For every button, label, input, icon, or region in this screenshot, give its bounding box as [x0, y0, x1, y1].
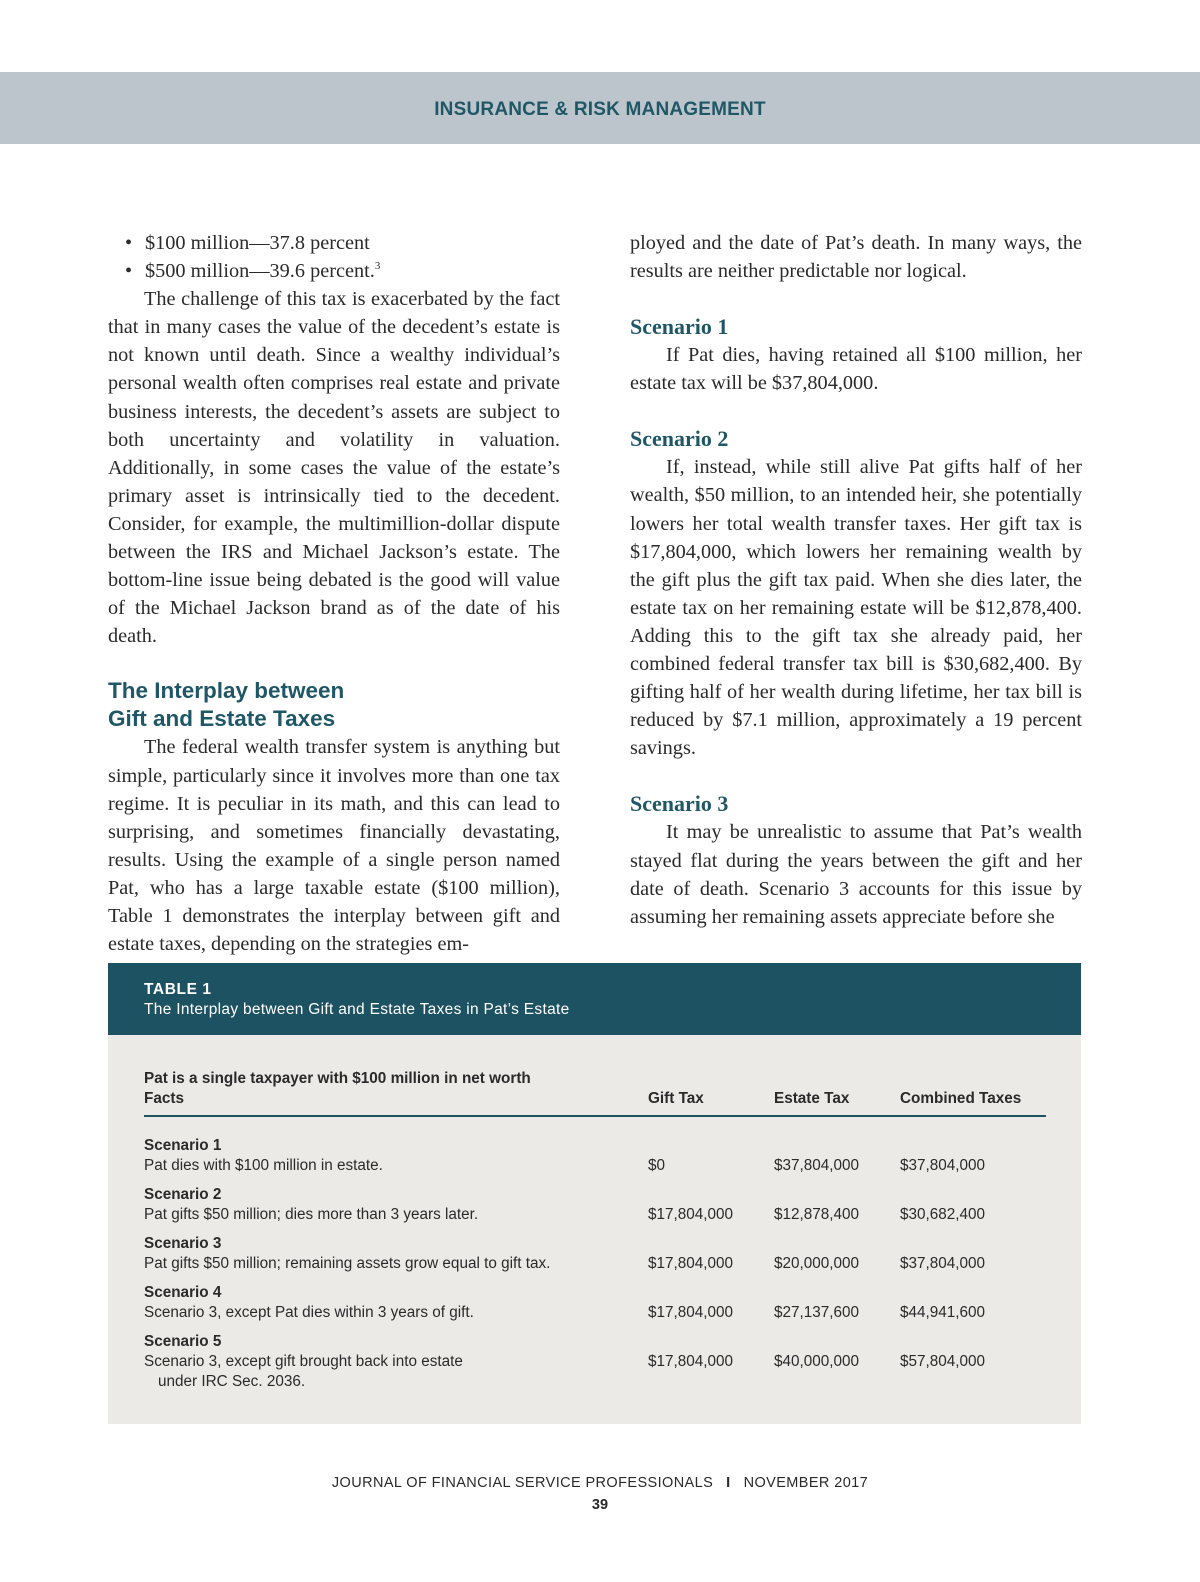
issue-date: NOVEMBER 2017 [743, 1475, 869, 1491]
body-paragraph: The federal wealth transfer system is anything but simple, particularly since it involves more than one tax regime. It is peculiar in its math, and this can lead to surprising, and sometimes financially devastating, results. Using the example of a single person named Pat, who has a large taxable estate ($100 million), Table 1 demonstrates the interplay between gift and estate taxes, depending on the strategies em- [108, 736, 560, 956]
scenario-1-text: If Pat dies, having retained all $100 million, her estate tax will be $37,804,000. [630, 344, 1082, 395]
estate-tax-cell: $37,804,000 [774, 1157, 860, 1174]
combined-taxes-cell: $37,804,000 [900, 1157, 986, 1174]
scenario-2-text: If, instead, while still alive Pat gifts half of her wealth, $50 million, to an intended heir, she potentially lowers her total wealth transfer taxes. Her gift tax is $17,804,000, which lowers her remaining wealth by the gift plus the gift tax paid. When she dies later, the estate tax on her remaining estate will be $12,878,400. Adding this to the gift tax she already paid, her combined federal transfer tax bill is $30,682,400. By gifting half of her wealth during lifetime, her tax bill is reduced by $7.1 million, approximately a 19 percent savings. [630, 456, 1082, 760]
estate-tax-cell: $40,000,000 [774, 1353, 860, 1370]
scenario-description-continued: under IRC Sec. 2036. [158, 1373, 306, 1390]
combined-taxes-cell: $30,682,400 [900, 1206, 986, 1223]
scenario-name: Scenario 2 [144, 1186, 222, 1203]
table-row [144, 1283, 1046, 1332]
column-header-estate-tax: Estate Tax [774, 1090, 850, 1107]
scenario-description: Pat gifts $50 million; remaining assets grow equal to gift tax. [144, 1255, 551, 1272]
column-header-facts: Facts [144, 1090, 184, 1107]
right-column [630, 229, 1082, 931]
table-label: TABLE 1 [144, 981, 212, 998]
body-paragraph: The challenge of this tax is exacerbated by the fact that in many cases the value of the decedent’s estate is not known until death. Since a wealthy individual’s personal wealth often comprises real estate and private business interests, the decedent’s assets are subject to both uncertainty and volatility in valuation. Additionally, in some cases the value of the estate’s primary asset is intrinsically tied to the decedent. Consider, for example, the multimillion-dollar dispute between the IRS and Michael Jackson’s estate. The bottom-line issue being debated is the good will value of the Michael Jackson brand as of the date of his death. [108, 288, 560, 648]
table-caption: The Interplay between Gift and Estate Taxes in Pat’s Estate [144, 1001, 570, 1018]
section-header-band [0, 72, 1200, 144]
body-paragraph: ployed and the date of Pat’s death. In many ways, the results are neither predictable nor logical. [630, 232, 1082, 283]
scenario-description: Pat gifts $50 million; dies more than 3 years later. [144, 1206, 479, 1223]
column-header-gift-tax: Gift Tax [648, 1090, 704, 1107]
tax-table [144, 1067, 1046, 1390]
combined-taxes-cell: $37,804,000 [900, 1255, 986, 1272]
journal-name: JOURNAL OF FINANCIAL SERVICE PROFESSIONALS [331, 1475, 714, 1491]
scenario-name: Scenario 1 [144, 1137, 222, 1154]
table-row [144, 1332, 1046, 1390]
footer-line [0, 1475, 1200, 1491]
table-row [144, 1234, 1046, 1283]
scenario-name: Scenario 3 [144, 1235, 222, 1252]
rate-bullet-list [108, 229, 560, 285]
page-number: 39 [591, 1497, 609, 1513]
scenario-description: Scenario 3, except Pat dies within 3 years of gift. [144, 1304, 474, 1321]
scenario-name: Scenario 4 [144, 1284, 222, 1301]
scenario-description: Scenario 3, except gift brought back into estate [144, 1353, 463, 1370]
estate-tax-cell: $20,000,000 [774, 1255, 860, 1272]
gift-tax-cell: $17,804,000 [648, 1255, 734, 1272]
gift-tax-cell: $0 [648, 1157, 666, 1174]
gift-tax-cell: $17,804,000 [648, 1304, 734, 1321]
column-header-combined-taxes: Combined Taxes [900, 1090, 1022, 1107]
section-title: INSURANCE & RISK MANAGEMENT [434, 99, 766, 120]
page-footer [0, 1475, 1200, 1513]
gift-tax-cell: $17,804,000 [648, 1353, 734, 1370]
bullet-item: • $500 million—39.6 percent.$^3$ [108, 257, 560, 285]
footer-separator: I [726, 1475, 731, 1491]
table-row [144, 1185, 1046, 1234]
table-title-bar [108, 963, 1081, 1035]
facts-caption: Pat is a single taxpayer with $100 million in net worth [144, 1070, 531, 1087]
table-1 [108, 963, 1081, 1424]
left-column [108, 229, 560, 958]
scenario-name: Scenario 5 [144, 1333, 222, 1350]
combined-taxes-cell: $44,941,600 [900, 1304, 986, 1321]
combined-taxes-cell: $57,804,000 [900, 1353, 986, 1370]
table-header-row [144, 1067, 1046, 1117]
gift-tax-cell: $17,804,000 [648, 1206, 734, 1223]
estate-tax-cell: $27,137,600 [774, 1304, 860, 1321]
bullet-item: • $100 million—37.8 percent [108, 229, 560, 257]
scenario-2-heading: Scenario 2 [630, 426, 729, 452]
scenario-3-text: It may be unrealistic to assume that Pat’s wealth stayed flat during the years between the gift and her date of death. Scenario 3 accounts for this issue by assuming her remaining assets appreciate before she [630, 821, 1082, 928]
section-heading: The Interplay between Gift and Estate Taxes [108, 678, 345, 732]
table-row [144, 1136, 1046, 1185]
estate-tax-cell: $12,878,400 [774, 1206, 860, 1223]
scenario-description: Pat dies with $100 million in estate. [144, 1157, 383, 1174]
scenario-3-heading: Scenario 3 [630, 791, 729, 817]
footnote-ref[interactable]: 3 [374, 260, 381, 273]
scenario-1-heading: Scenario 1 [630, 314, 729, 340]
